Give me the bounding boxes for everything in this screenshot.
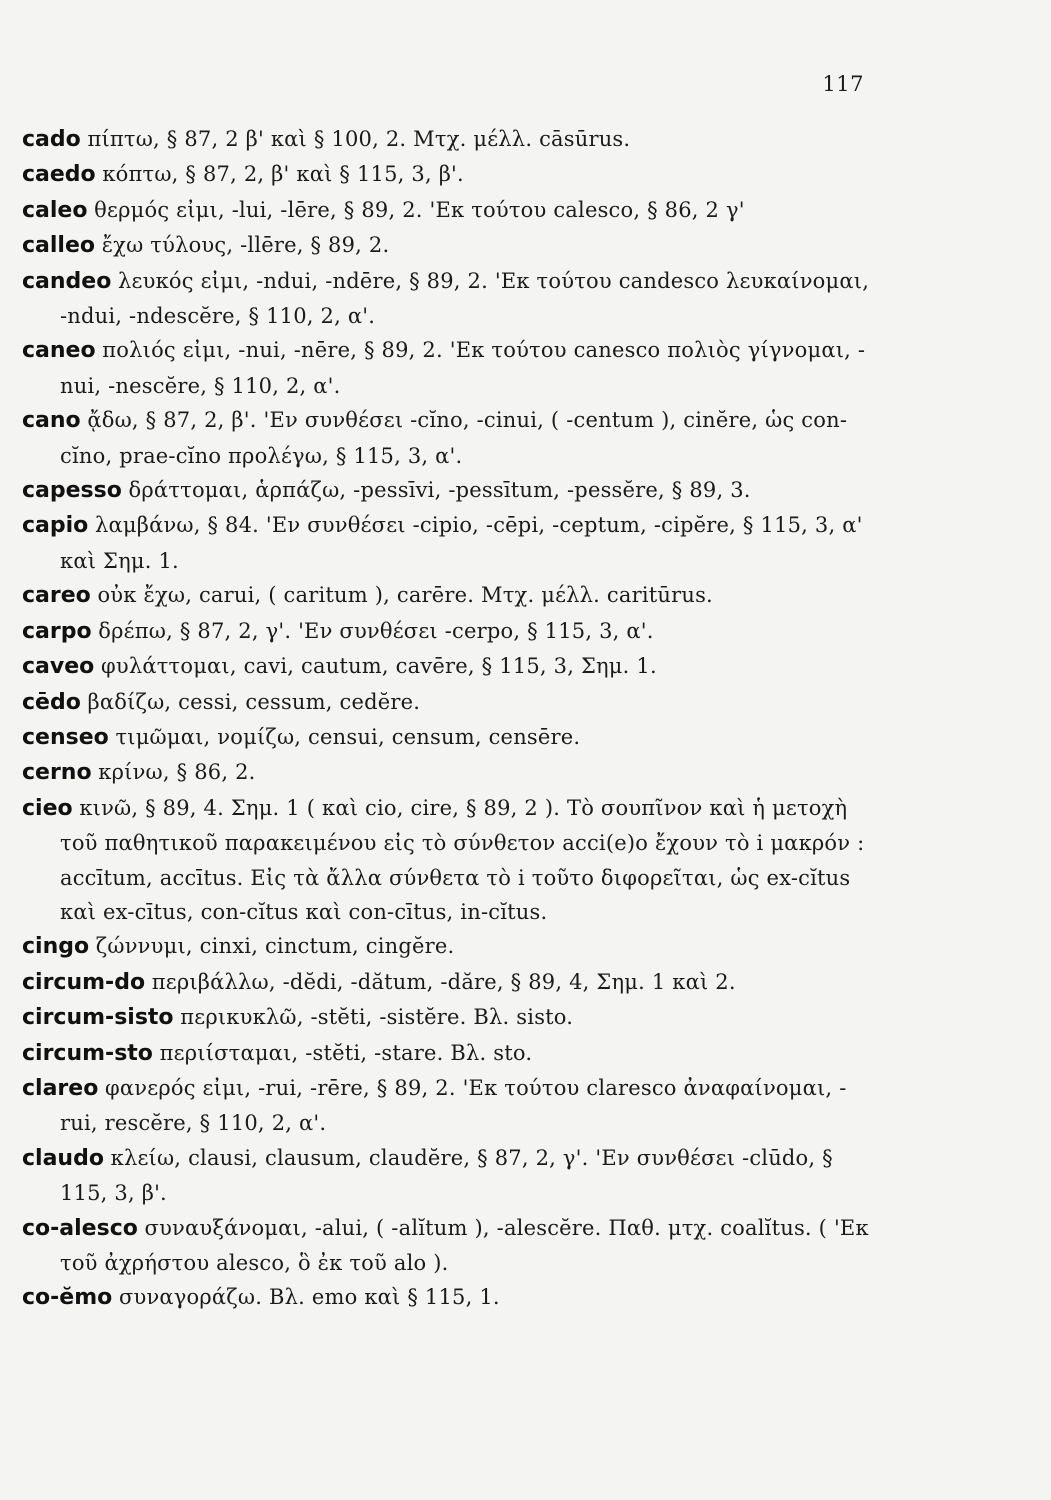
dictionary-entry [22, 755, 882, 790]
dictionary-entry [22, 578, 882, 613]
entry-definition: περιβάλλω, -dĕdi, -dătum, -dăre, § 89, 4, Σημ. 1 καὶ 2. [151, 969, 736, 994]
dictionary-entry [22, 720, 882, 755]
entry-headword: circum-sisto [22, 1005, 174, 1031]
entry-headword: clareo [22, 1075, 99, 1101]
entry-headword: candeo [22, 268, 112, 294]
entry-headword: caveo [22, 654, 95, 680]
entry-headword: capesso [22, 478, 122, 504]
dictionary-entry [22, 791, 882, 930]
entry-definition: πίπτω, § 87, 2 β' καὶ § 100, 2. Μτχ. μέλλ. cāsūrus. [87, 127, 631, 151]
entry-headword: caedo [22, 162, 96, 188]
dictionary-entry [22, 508, 882, 578]
dictionary-entry [22, 264, 882, 334]
entry-headword: cēdo [22, 689, 81, 715]
entry-definition: κρίνω, § 86, 2. [98, 760, 256, 785]
dictionary-entry [22, 614, 882, 649]
entry-headword: cano [22, 408, 81, 434]
entry-headword: capio [22, 513, 89, 539]
dictionary-entry [22, 1211, 882, 1281]
dictionary-entry [22, 228, 882, 263]
dictionary-entry [22, 929, 882, 964]
entry-headword: cingo [22, 934, 90, 960]
dictionary-entry [22, 1071, 882, 1141]
dictionary-entry [22, 1280, 882, 1315]
entry-definition: ἔχω τύλους, -llēre, § 89, 2. [101, 233, 390, 258]
entry-definition: κόπτω, § 87, 2, β' καὶ § 115, 3, β'. [102, 162, 464, 187]
entry-headword: caleo [22, 197, 88, 223]
entry-headword: cado [22, 127, 81, 152]
entry-definition: λευκός εἰμι, -ndui, -ndēre, § 89, 2. 'Εκ τούτου candesco λευκαίνομαι, -ndui, -ndescĕre, § 110, 2, α'. [60, 268, 870, 329]
dictionary-entry [22, 1036, 882, 1071]
entry-definition: περικυκλῶ, -stĕti, -sistĕre. Βλ. sisto. [180, 1005, 574, 1030]
entry-definition: ᾄδω, § 87, 2, β'. 'Εν συνθέσει -cĭno, -cinui, ( -centum ), cinĕre, ὡς con-cĭno, prae-cĭno προλέγω, § 115, 3, α'. [60, 408, 848, 468]
entry-headword: cieo [22, 795, 73, 821]
entry-headword: co-alesco [22, 1215, 138, 1241]
dictionary-entry [22, 649, 882, 684]
dictionary-entry [22, 122, 882, 157]
entry-headword: caneo [22, 338, 96, 364]
entry-definition: κλείω, clausi, clausum, claudĕre, § 87, 2, γ'. 'Εν συνθέσει -clūdo, § 115, 3, β'. [60, 1145, 833, 1206]
entry-definition: κινῶ, § 89, 4. Σημ. 1 ( καὶ cio, cire, § 89, 2 ). Τὸ σουπῖνον καὶ ἡ μετοχὴ τοῦ παθητικοῦ παρακειμένου εἰς τὸ σύνθετον acci(e)o ἔχουν τὸ i μακρόν : accītum, accītus. Εἰς τὰ ἄλλα σύνθετα τὸ i τοῦτο διφορεῖται, ὡς ex-cĭtus καὶ ex-cītus, con-cĭtus καὶ con-cītus, in-cĭtus. [60, 795, 865, 924]
entry-list [22, 122, 882, 1316]
entry-definition: πολιός εἰμι, -nui, -nēre, § 89, 2. 'Εκ τούτου canesco πολιὸς γίγνομαι, -nui, -nescĕre, § 110, 2, α'. [60, 338, 866, 398]
entry-headword: claudo [22, 1145, 104, 1171]
entry-definition: θερμός εἰμι, -lui, -lēre, § 89, 2. 'Εκ τούτου calesco, § 86, 2 γ' [94, 197, 745, 222]
entry-definition: συναυξάνομαι, -alui, ( -alĭtum ), -alescĕre. Παθ. μτχ. coalĭtus. ( 'Εκ τοῦ ἀχρήστου alesco, ὃ ἐκ τοῦ alo ). [60, 1215, 869, 1275]
dictionary-entry [22, 1000, 882, 1035]
entry-definition: οὐκ ἔχω, carui, ( caritum ), carēre. Μτχ. μέλλ. caritūrus. [97, 583, 713, 608]
dictionary-entry [22, 473, 882, 508]
entry-headword: co-ĕmo [22, 1285, 113, 1311]
entry-headword: careo [22, 583, 91, 609]
entry-definition: τιμῶμαι, νομίζω, censui, censum, censēre. [115, 724, 581, 749]
entry-definition: περιίσταμαι, -stĕti, -stare. Βλ. sto. [159, 1040, 533, 1065]
entry-definition: φανερός εἰμι, -rui, -rēre, § 89, 2. 'Εκ τούτου claresco ἀναφαίνομαι, -rui, rescĕre, § 110, 2, α'. [60, 1075, 847, 1136]
page-number: 117 [822, 72, 864, 96]
entry-definition: δρέπω, § 87, 2, γ'. 'Εν συνθέσει -cerpo, § 115, 3, α'. [98, 618, 654, 643]
entry-headword: cerno [22, 760, 92, 786]
entry-headword: circum-do [22, 969, 146, 995]
entry-headword: circum-sto [22, 1040, 153, 1066]
dictionary-entry [22, 403, 882, 473]
dictionary-entry [22, 157, 882, 192]
entry-headword: carpo [22, 618, 92, 644]
entry-headword: calleo [22, 233, 96, 259]
entry-headword: censeo [22, 724, 109, 750]
dictionary-entry [22, 193, 882, 228]
entry-definition: συναγοράζω. Βλ. emo καὶ § 115, 1. [118, 1285, 500, 1310]
entry-definition: βαδίζω, cessi, cessum, cedĕre. [87, 689, 421, 714]
dictionary-entry [22, 685, 882, 720]
entry-definition: δράττομαι, ἁρπάζω, -pessīvi, -pessītum, -pessĕre, § 89, 3. [128, 478, 751, 503]
dictionary-entry [22, 1141, 882, 1211]
entry-definition: φυλάττομαι, cavi, cautum, cavēre, § 115, 3, Σημ. 1. [100, 654, 657, 679]
dictionary-entry [22, 965, 882, 1000]
entry-definition: ζώννυμι, cinxi, cinctum, cingĕre. [95, 934, 455, 959]
entry-definition: λαμβάνω, § 84. 'Εν συνθέσει -cipio, -cēpi, -ceptum, -cipĕre, § 115, 3, α' καὶ Σημ. 1. [60, 513, 863, 573]
dictionary-entry [22, 333, 882, 403]
